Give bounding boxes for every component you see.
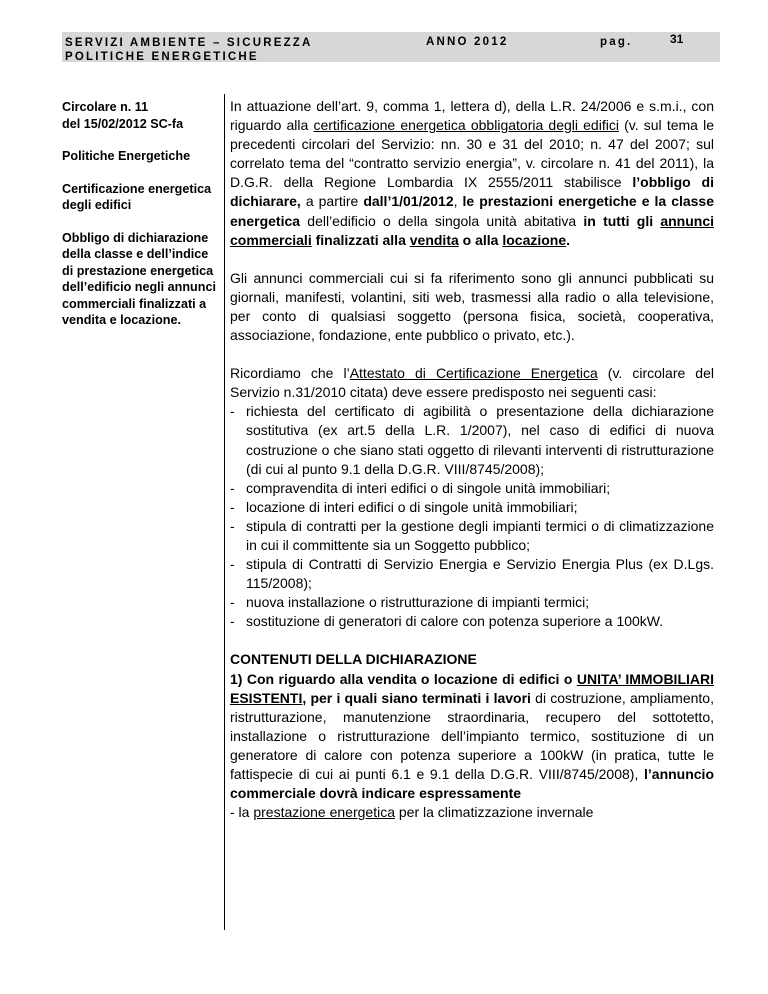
sidebar bbox=[62, 99, 222, 345]
sidebar-topic: Politiche Energetiche bbox=[62, 149, 191, 163]
list-item: - compravendita di interi edifici o di singole unità immobiliari; bbox=[230, 479, 714, 498]
header-line-1: SERVIZI AMBIENTE – SICUREZZA bbox=[65, 37, 313, 49]
list-item: - richiesta del certificato di agibilità o presentazione della dichiarazione sostitutiva (ex art.5 della L.R. 1/2007), nel caso di edifici di nuova costruzione o che siano stati oggetto di rilevanti interventi di ristrutturazione (di cui al punto 9.1 della D.G.R. VIII/8745/2008); bbox=[230, 402, 714, 478]
main-content bbox=[230, 97, 714, 822]
header-page-number: 31 bbox=[670, 32, 684, 46]
section-title: CONTENUTI DELLA DICHIARAZIONE bbox=[230, 651, 477, 668]
paragraph-intro: In attuazione dell’art. 9, comma 1, lettera d), della L.R. 24/2006 e s.m.i., con riguardo alla certificazione energetica obbligatoria degli edifici (v. sul tema le precedenti circolari del Servizio: nn. 30 e 31 del 2010; n. 47 del 2007; sul correlato tema del “contratto servizio energia”, v. circolare n. 41 del 2011), la D.G.R. della Regione Lombardia IX 2555/2011 stabilisce l’obbligo di dichiarare, a partire dall’1/01/2012, le prestazioni energetiche e la classe energetica dell’edificio o della singola unità abitativa in tutti gli annunci commerciali finalizzati alla vendita o alla locazione. bbox=[230, 98, 715, 248]
header-page-label: pag. bbox=[600, 36, 633, 48]
list-item: - locazione di interi edifici o di singole unità immobiliari; bbox=[230, 498, 714, 517]
column-divider bbox=[224, 94, 225, 930]
paragraph-annunci: Gli annunci commerciali cui si fa riferimento sono gli annunci pubblicati su giornali, manifesti, volantini, siti web, trasmessi alla radio o alla televisione, per conto di qualsiasi soggetto (persona fisica, società, cooperativa, associazione, fondazione, ente pubblico o privato, etc.). bbox=[230, 269, 714, 344]
paragraph-attestato: Ricordiamo che l’Attestato di Certificazione Energetica (v. circolare del Servizio n.31/2010 citata) deve essere predisposto nei seguenti casi: bbox=[230, 365, 714, 401]
section-body: 1) Con riguardo alla vendita o locazione di edifici o UNITA’ IMMOBILIARI ESISTENTI, per i quali siano terminati i lavori di costruzione, ampliamento, ristrutturazione, manutenzione straordinaria, recupero del sottotetto, installazione o ristrutturazione dell’impianto termico, sostituzione di un generatore di calore con potenza superiore a 100kW (in pratica, tutte le fattispecie di cui ai punti 6.1 e 9.1 della D.G.R. VIII/8745/2008), l’annuncio commerciale dovrà indicare espressamente bbox=[230, 670, 715, 802]
circolare-number: Circolare n. 11 bbox=[62, 100, 149, 114]
list-item: - stipula di Contratti di Servizio Energia e Servizio Energia Plus (ex D.Lgs. 115/2008); bbox=[230, 555, 714, 593]
sidebar-subtopic: Certificazione energetica degli edifici bbox=[62, 181, 212, 212]
circolare-date: del 15/02/2012 SC-fa bbox=[62, 116, 184, 131]
list-item: - sostituzione di generatori di calore con potenza superiore a 100kW. bbox=[230, 612, 714, 631]
cases-list bbox=[230, 402, 714, 631]
header-department bbox=[65, 36, 313, 64]
list-item: - stipula di contratti per la gestione degli impianti termici o di climatizzazione in cui il committente sia un Soggetto pubblico; bbox=[230, 517, 714, 555]
header-year: ANNO 2012 bbox=[426, 36, 509, 48]
section-last-line: - la prestazione energetica per la climatizzazione invernale bbox=[230, 804, 594, 821]
header-line-2: POLITICHE ENERGETICHE bbox=[65, 51, 259, 63]
circolare-reference bbox=[62, 99, 222, 132]
page-header bbox=[62, 32, 720, 62]
sidebar-summary: Obbligo di dichiarazione della classe e dell’indice di prestazione energetica dell’edificio negli annunci commerciali finalizzati a vendita e locazione. bbox=[62, 230, 216, 327]
list-item: - nuova installazione o ristrutturazione di impianti termici; bbox=[230, 593, 714, 612]
